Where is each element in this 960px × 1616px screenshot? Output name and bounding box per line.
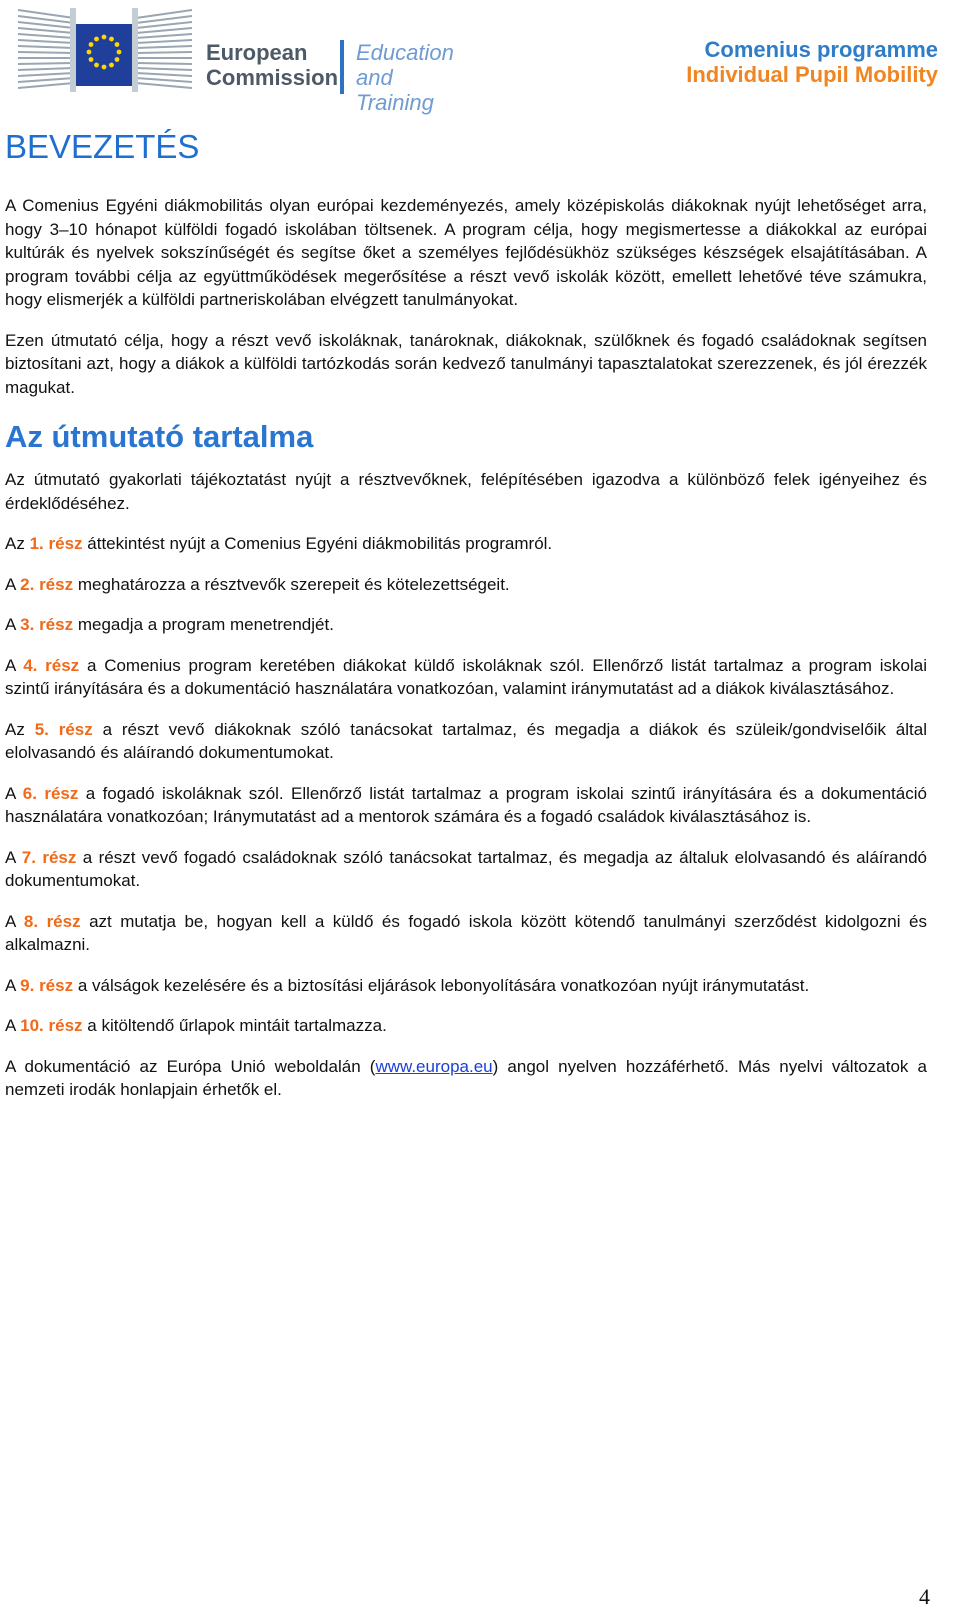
part-number: 3. xyxy=(20,615,35,634)
part-label: rész xyxy=(39,975,74,995)
comenius-programme-logo: Comenius programme Individual Pupil Mobility xyxy=(686,37,938,87)
page-number: 4 xyxy=(919,1584,930,1609)
part-description-paragraph xyxy=(5,910,927,957)
part-article: A xyxy=(5,655,16,675)
part-description-paragraph xyxy=(5,846,927,893)
part-article: A xyxy=(5,847,16,867)
part-article: A xyxy=(5,975,16,995)
part-text: a részt vevő diákoknak szóló tanácsokat tartalmaz, és megadja a diákok és szüleik/gondviselőik által elolvasandó és aláírandó dokumentumokat. xyxy=(5,719,927,762)
document-body xyxy=(5,124,927,1119)
part-label: rész xyxy=(58,719,93,739)
closing-paragraph xyxy=(5,1055,927,1102)
part-label: rész xyxy=(48,534,83,553)
part-text: megadja a program menetrendjét. xyxy=(77,615,334,634)
part-number: 5. xyxy=(34,719,49,739)
section-intro-paragraph: Az útmutató gyakorlati tájékoztatást nyújt a résztvevőknek, felépítésében igazodva a különböző felek igényeihez és érdeklődéséhez. xyxy=(5,470,927,513)
page-title: BEVEZETÉS xyxy=(5,128,200,165)
part-number: 2. xyxy=(20,574,35,594)
part-text: áttekintést nyújt a Comenius Egyéni diákmobilitás programról. xyxy=(87,534,553,553)
part-label: rész xyxy=(39,615,74,634)
part-label: rész xyxy=(44,783,79,803)
part-description-paragraph xyxy=(5,718,927,765)
closing-text-after: ) angol nyelven hozzáférhető. Más nyelvi változatok a nemzeti irodák honlapjain érhetők el. xyxy=(5,1056,927,1099)
part-label: rész xyxy=(48,1016,83,1035)
part-number: 8. xyxy=(23,911,39,931)
part-text: a kitöltendő űrlapok mintáit tartalmazza. xyxy=(87,1016,387,1035)
part-number: 6. xyxy=(22,783,37,803)
part-text: a részt vevő fogadó családoknak szóló tanácsokat tartalmaz, és megadja az általuk elolvasandó és aláírandó dokumentumokat. xyxy=(5,847,927,890)
page-header xyxy=(0,0,960,115)
part-text: a Comenius program keretében diákokat küldő iskoláknak szól. Ellenőrző listát tartalmaz a program iskolai szintű irányítására és a dokumentáció használatára vonatkozóan, valamint iránymutatást ad a diákok kiválasztásához. xyxy=(5,655,927,698)
part-description-paragraph xyxy=(5,573,927,597)
part-article: A xyxy=(5,783,16,803)
part-number: 1. xyxy=(29,534,44,553)
part-description-paragraph xyxy=(5,974,927,998)
ec-building-emblem-icon xyxy=(14,4,192,96)
part-article: A xyxy=(5,615,16,634)
part-text: a válságok kezelésére és a biztosítási eljárások lebonyolítására vonatkozóan nyújt iránymutatást. xyxy=(77,975,810,995)
part-article: Az xyxy=(5,534,25,553)
part-label: rész xyxy=(45,655,80,675)
part-article: Az xyxy=(5,719,25,739)
education-training-wordmark: Education and Training xyxy=(356,40,454,115)
logo-divider xyxy=(340,40,344,94)
part-number: 9. xyxy=(20,975,35,995)
part-text: meghatározza a résztvevők szerepeit és kötelezettségeit. xyxy=(77,574,510,594)
part-label: rész xyxy=(42,847,77,867)
part-article: A xyxy=(5,911,16,931)
part-description-paragraph xyxy=(5,532,927,556)
europa-link[interactable]: www.europa.eu xyxy=(375,1056,493,1076)
part-text: azt mutatja be, hogyan kell a küldő és fogadó iskola között kötendő tanulmányi szerződést kidolgozni és alkalmazni. xyxy=(5,911,927,954)
part-text: a fogadó iskoláknak szól. Ellenőrző listát tartalmaz a program iskolai szintű irányítására és a dokumentáció használatára vonatkozóan; Iránymutatást ad a mentorok számára és a fogadó családok kiválasztásához is. xyxy=(5,783,927,826)
part-article: A xyxy=(5,1016,16,1035)
part-number: 7. xyxy=(21,847,36,867)
part-description-paragraph xyxy=(5,782,927,829)
intro-paragraph: A Comenius Egyéni diákmobilitás olyan európai kezdeményezés, amely középiskolás diákoknak nyújt lehetőséget arra, hogy 3–10 hónapot külföldi fogadó iskolában töltsenek. A program célja, hogy megismertesse a diákokkal az európai kultúrák és nyelvek sokszínűségét és segítse őket a személyes fejlődésükhöz szükséges készségek elsajátításában. A program további célja az együttműködések megerősítése a részt vevő iskolák között, emellett lehetővé téve számukra, hogy elismerjék a külföldi partneriskolában elvégzett tanulmányokat. xyxy=(5,196,927,309)
intro-paragraph: Ezen útmutató célja, hogy a részt vevő iskoláknak, tanároknak, diákoknak, szülőknek és fogadó családoknak segítsen biztosítani azt, hogy a diákok a külföldi tartózkodás során kedvező tanulmányi tapasztalatokat szerezzenek, és jól érezzék magukat. xyxy=(5,330,927,397)
closing-text-before: A dokumentáció az Európa Unió weboldalán ( xyxy=(5,1056,376,1076)
part-article: A xyxy=(5,574,16,594)
european-commission-wordmark: European Commission xyxy=(206,40,339,90)
part-description-paragraph xyxy=(5,1014,927,1038)
part-number: 4. xyxy=(23,655,38,675)
section-title: Az útmutató tartalma xyxy=(5,419,314,454)
part-label: rész xyxy=(39,574,74,594)
parts-list xyxy=(5,532,927,1038)
part-label: rész xyxy=(46,911,81,931)
european-commission-logo xyxy=(14,4,474,115)
part-number: 10. xyxy=(20,1016,44,1035)
part-description-paragraph xyxy=(5,613,927,637)
part-description-paragraph xyxy=(5,654,927,701)
